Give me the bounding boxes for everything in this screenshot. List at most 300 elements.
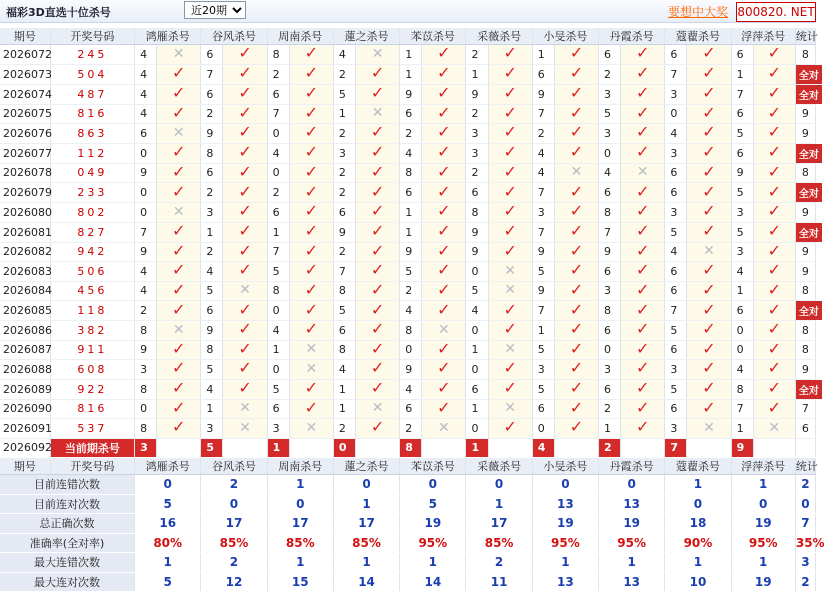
stats-value: 13 [532,572,598,592]
period-select[interactable] [184,1,246,19]
current-kill-number: 3 [135,438,157,458]
issue-number: 2026084 [0,281,50,301]
kill-number: 8 [333,281,355,301]
kill-number: 4 [400,143,422,163]
kill-number: 3 [665,143,687,163]
draw-code: 608 [50,360,134,380]
result-cell [687,163,731,183]
issue-number: 2026072 [0,45,50,65]
result-cell [687,143,731,163]
result-cell [687,281,731,301]
stats-value: 5 [135,572,201,592]
kill-number: 3 [665,84,687,104]
kill-number: 3 [599,124,621,144]
tally-value: 9 [801,245,809,259]
header-row [0,458,816,475]
result-cell [422,379,466,399]
kill-number: 1 [400,222,422,242]
stats-tally: 3 [795,553,815,573]
kill-number: 9 [135,163,157,183]
kill-number: 0 [135,203,157,223]
check-icon: ✓ [437,279,451,299]
kill-number: 4 [333,360,355,380]
kill-number: 1 [466,399,488,419]
check-icon: ✓ [370,417,385,437]
kill-number: 3 [731,242,753,262]
check-icon: ✓ [636,83,650,102]
kill-number: 2 [466,45,488,65]
tally-cell [795,45,815,65]
tally-value: 6 [801,421,809,435]
result-cell [488,340,532,360]
check-icon: ✓ [702,83,716,102]
check-icon: ✓ [702,358,716,378]
table-row [0,340,816,360]
result-cell [488,124,532,144]
kill-number: 4 [201,262,223,282]
stats-value: 0 [532,475,598,495]
check-icon: ✓ [370,378,385,397]
check-icon: ✓ [636,102,650,122]
column-header-expert: 小旻杀号 [532,458,598,475]
column-header-expert: 谷风杀号 [201,28,267,45]
issue-number: 2026091 [0,419,50,439]
kill-number: 6 [267,203,289,223]
result-cell [356,222,400,242]
check-icon: ✓ [636,338,650,358]
spacer-cell [554,438,598,458]
result-cell [554,84,598,104]
check-icon: ✓ [304,102,319,122]
check-icon: ✓ [437,397,451,417]
draw-code: 504 [50,64,134,84]
kill-number: 5 [599,104,621,124]
check-icon: ✓ [767,201,781,221]
current-kill-number: 2 [599,438,621,458]
check-icon: ✓ [172,338,186,358]
draw-code: 827 [50,222,134,242]
result-cell [157,419,201,439]
cross-icon: ✕ [504,400,517,417]
result-cell [753,321,795,341]
result-cell [753,222,795,242]
result-cell [289,222,333,242]
check-icon: ✓ [437,378,451,397]
kill-number: 6 [400,104,422,124]
check-icon: ✓ [370,240,385,260]
check-icon: ✓ [370,83,385,102]
kill-number: 6 [267,399,289,419]
kill-number: 9 [400,242,422,262]
table-row [0,281,816,301]
kill-number: 0 [466,262,488,282]
result-cell [157,143,201,163]
stats-value: 14 [333,572,399,592]
check-icon: ✓ [437,122,451,142]
kill-number: 3 [532,203,554,223]
kill-number: 3 [665,203,687,223]
cross-icon: ✕ [703,419,715,436]
result-cell [488,104,532,124]
check-icon: ✓ [503,83,517,102]
column-header-expert: 蓮之杀号 [333,458,399,475]
kill-number: 5 [665,321,687,341]
check-icon: ✓ [503,201,517,221]
check-icon: ✓ [437,358,451,378]
column-header-tally: 统计 [795,458,815,475]
result-cell [223,163,267,183]
tally-cell [795,262,815,282]
kill-number: 4 [201,379,223,399]
stats-value: 1 [466,494,532,514]
result-cell [621,222,665,242]
cross-icon: ✕ [172,124,185,141]
check-icon: ✓ [238,260,252,280]
check-icon: ✓ [172,161,186,181]
kill-number: 8 [731,379,753,399]
kill-number: 7 [665,64,687,84]
result-cell [157,45,201,65]
kill-number: 1 [466,64,488,84]
result-cell [157,281,201,301]
issue-number: 2026079 [0,183,50,203]
issue-number: 2026080 [0,203,50,223]
issue-number: 2026083 [0,262,50,282]
check-icon: ✓ [238,319,252,339]
result-cell [554,242,598,262]
result-cell [488,262,532,282]
kill-number: 3 [532,360,554,380]
result-cell [356,203,400,223]
kill-number: 4 [532,163,554,183]
check-icon: ✓ [370,260,385,280]
result-cell [621,321,665,341]
kill-number: 5 [532,379,554,399]
check-icon: ✓ [767,142,781,161]
result-cell [687,321,731,341]
check-icon: ✓ [569,83,584,102]
check-icon: ✓ [370,279,385,299]
stats-value: 17 [466,514,532,534]
stats-tally: 7 [795,514,815,534]
stats-value: 95% [599,533,665,553]
column-header-expert: 蔻藋杀号 [665,458,731,475]
kill-number: 8 [135,321,157,341]
check-icon: ✓ [370,319,385,339]
stats-value: 1 [731,553,795,573]
result-cell [356,45,400,65]
stats-value: 15 [267,572,333,592]
spacer-cell [488,438,532,458]
stats-value: 0 [665,494,731,514]
result-cell [488,379,532,399]
result-cell [621,419,665,439]
current-kill-number: 7 [665,438,687,458]
kill-number: 8 [201,340,223,360]
check-icon: ✓ [767,83,781,102]
result-cell [422,301,466,321]
kill-number: 0 [599,143,621,163]
spacer-cell [795,438,815,458]
current-period-row [0,438,816,458]
kill-number: 1 [400,203,422,223]
kill-number: 2 [201,183,223,203]
stats-value: 5 [400,494,466,514]
check-icon: ✓ [238,102,252,122]
kill-number: 5 [267,262,289,282]
kill-number: 4 [466,301,488,321]
result-cell [488,321,532,341]
draw-code: 506 [50,262,134,282]
kill-number: 2 [400,124,422,144]
column-header-expert: 苯苡杀号 [400,458,466,475]
check-icon: ✓ [702,43,716,63]
stats-label: 总正确次数 [0,514,135,534]
result-cell [687,222,731,242]
kill-number: 6 [599,321,621,341]
stats-row [0,572,816,592]
stats-value: 14 [400,572,466,592]
result-cell [753,143,795,163]
kill-number: 1 [267,340,289,360]
kill-number: 2 [333,163,355,183]
result-cell [753,399,795,419]
result-cell [289,281,333,301]
draw-code: 942 [50,242,134,262]
kill-number: 0 [267,124,289,144]
check-icon: ✓ [767,299,781,319]
result-cell [223,301,267,321]
result-cell [554,399,598,419]
check-icon: ✓ [503,43,517,63]
result-cell [753,183,795,203]
check-icon: ✓ [304,397,319,417]
cross-icon: ✕ [570,164,583,181]
result-cell [422,281,466,301]
stats-value: 17 [201,514,267,534]
stats-tally: 0 [795,494,815,514]
result-cell [157,84,201,104]
kill-number: 0 [135,183,157,203]
kill-number: 7 [731,399,753,419]
stats-row [0,494,816,514]
column-header-expert: 蔻藋杀号 [665,28,731,45]
current-kill-number: 1 [267,438,289,458]
check-icon: ✓ [304,221,319,240]
result-cell [488,399,532,419]
result-cell [554,64,598,84]
kill-number: 7 [135,222,157,242]
stats-value: 1 [333,553,399,573]
check-icon: ✓ [503,161,517,181]
check-icon: ✓ [172,397,186,417]
result-cell [157,399,201,419]
check-icon: ✓ [304,378,319,397]
result-cell [753,163,795,183]
result-cell [289,262,333,282]
result-cell [554,419,598,439]
stats-label: 最大连错次数 [0,553,135,573]
kill-number: 4 [135,45,157,65]
result-cell [422,340,466,360]
table-row [0,104,816,124]
kill-number: 1 [201,399,223,419]
kill-number: 0 [731,340,753,360]
kill-number: 2 [333,124,355,144]
check-icon: ✓ [569,299,584,319]
result-cell [223,321,267,341]
result-cell [621,183,665,203]
kill-number: 7 [267,242,289,262]
tally-value: 8 [801,166,809,180]
kill-number: 3 [267,419,289,439]
result-cell [157,360,201,380]
promo-link[interactable]: 要想中大奖 [668,5,729,19]
kill-number: 4 [731,262,753,282]
result-cell [422,45,466,65]
check-icon: ✓ [304,83,319,102]
all-correct-badge: 全对 [796,144,822,163]
result-cell [753,281,795,301]
current-kill-number: 9 [731,438,753,458]
result-cell [422,183,466,203]
check-icon: ✓ [503,63,517,82]
table-row [0,163,816,183]
result-cell [157,301,201,321]
issue-number: 2026086 [0,321,50,341]
check-icon: ✓ [172,142,186,161]
stats-tally: 2 [795,572,815,592]
stats-value: 85% [267,533,333,553]
check-icon: ✓ [569,260,584,280]
cross-icon: ✕ [305,341,318,358]
result-cell [356,242,400,262]
result-cell [356,124,400,144]
stats-row [0,553,816,573]
cross-icon: ✕ [305,360,318,377]
kill-number: 6 [400,399,422,419]
check-icon: ✓ [437,221,451,240]
column-header-expert: 丹霞杀号 [599,28,665,45]
result-cell [554,222,598,242]
check-icon: ✓ [636,201,650,221]
check-icon: ✓ [503,240,517,260]
column-header-expert: 丹霞杀号 [599,458,665,475]
kill-number: 0 [135,143,157,163]
toolbar [0,0,816,23]
kill-number: 1 [731,419,753,439]
check-icon: ✓ [767,63,781,82]
kill-number: 2 [267,183,289,203]
check-icon: ✓ [636,240,650,260]
result-cell [157,262,201,282]
stats-value: 19 [731,514,795,534]
cross-icon: ✕ [703,243,715,260]
kill-number: 5 [466,281,488,301]
check-icon: ✓ [569,397,584,417]
stats-value: 1 [665,475,731,495]
kill-number: 6 [135,124,157,144]
result-cell [289,104,333,124]
kill-number: 3 [665,360,687,380]
cross-icon: ✕ [371,45,384,62]
result-cell [356,163,400,183]
kill-number: 4 [267,143,289,163]
result-cell [753,419,795,439]
check-icon: ✓ [702,102,716,122]
result-cell [289,419,333,439]
check-icon: ✓ [437,43,451,63]
check-icon: ✓ [437,63,451,82]
check-icon: ✓ [238,358,252,378]
stats-value: 85% [333,533,399,553]
kill-number: 3 [599,281,621,301]
kill-number: 1 [267,222,289,242]
check-icon: ✓ [437,260,451,280]
result-cell [753,84,795,104]
check-icon: ✓ [636,378,650,397]
result-cell [687,301,731,321]
stats-row [0,475,816,495]
kill-number: 4 [135,84,157,104]
result-cell [621,163,665,183]
check-icon: ✓ [238,43,252,63]
check-icon: ✓ [569,378,584,397]
draw-code: 456 [50,281,134,301]
kill-number: 6 [599,379,621,399]
cross-icon: ✕ [504,341,517,358]
tally-cell [795,281,815,301]
result-cell [753,242,795,262]
stats-row [0,514,816,534]
table-row [0,143,816,163]
result-cell [289,143,333,163]
cross-icon: ✕ [768,419,781,436]
stats-value: 19 [532,514,598,534]
check-icon: ✓ [238,240,252,260]
result-cell [422,242,466,262]
kill-number: 7 [731,84,753,104]
kill-number: 3 [201,203,223,223]
tally-cell [795,163,815,183]
result-cell [223,399,267,419]
check-icon: ✓ [636,279,650,299]
issue-number: 2026078 [0,163,50,183]
kill-number: 1 [400,45,422,65]
result-cell [621,281,665,301]
kill-number: 2 [333,419,355,439]
result-cell [289,203,333,223]
kill-number: 4 [135,262,157,282]
check-icon: ✓ [172,299,186,319]
cross-icon: ✕ [438,419,450,436]
result-cell [488,64,532,84]
kill-number: 6 [201,301,223,321]
result-cell [687,203,731,223]
result-cell [356,84,400,104]
all-correct-badge: 全对 [796,301,822,320]
column-header-expert: 小旻杀号 [532,28,598,45]
kill-number: 4 [333,45,355,65]
check-icon: ✓ [370,338,385,358]
result-cell [422,124,466,144]
kill-number: 4 [135,104,157,124]
kill-number: 2 [201,104,223,124]
check-icon: ✓ [767,122,781,142]
brand-logo[interactable]: 800820. NET [736,2,816,22]
kill-number: 6 [201,163,223,183]
issue-number: 2026077 [0,143,50,163]
